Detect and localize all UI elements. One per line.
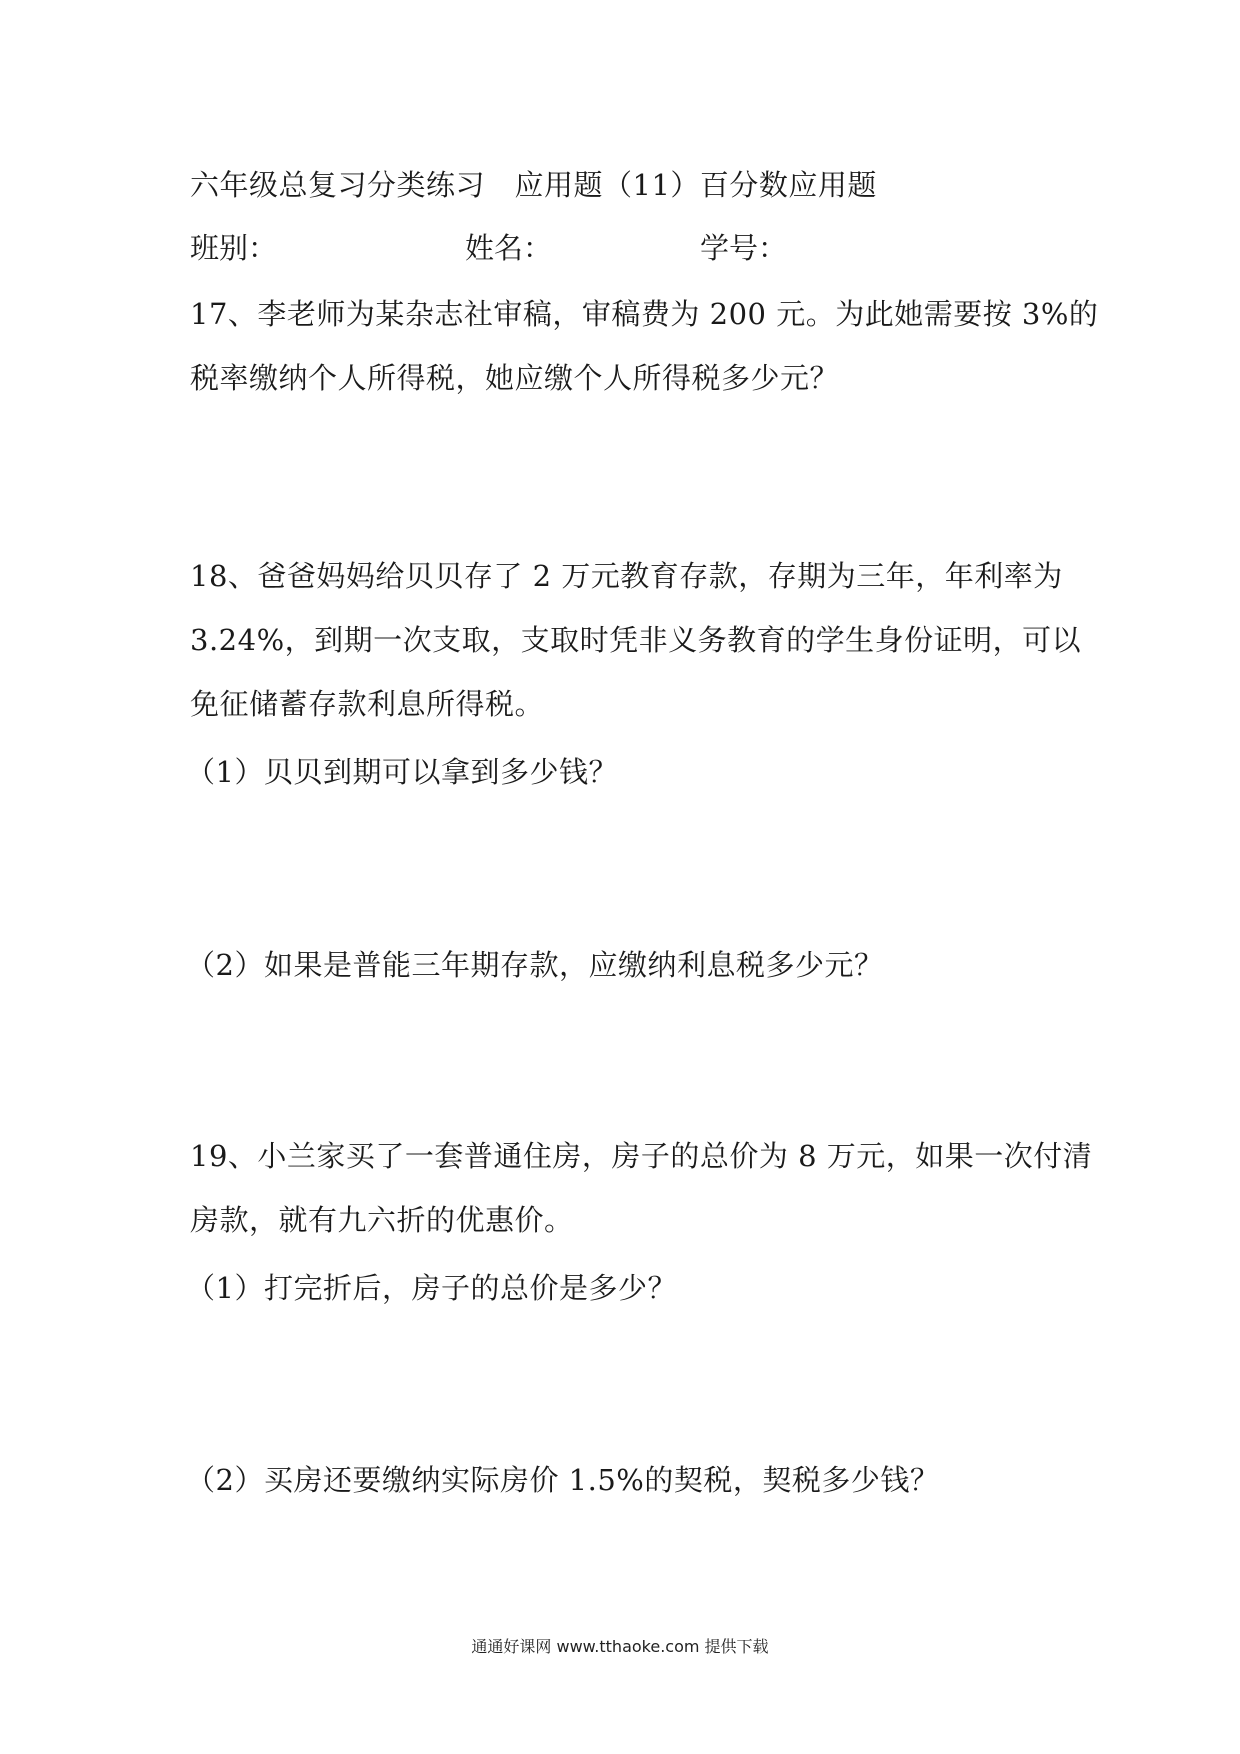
question-text-line: 免征储蓄存款利息所得税。 <box>190 687 545 721</box>
question-text-line: 18、爸爸妈妈给贝贝存了 2 万元教育存款，存期为三年，年利率为 <box>190 559 1063 593</box>
student-number-label: 学号： <box>700 231 788 265</box>
question-part: （1）贝贝到期可以拿到多少钱？ <box>186 755 618 789</box>
class-label: 班别： <box>190 231 278 265</box>
question-part: （2）如果是普能三年期存款，应缴纳利息税多少元？ <box>186 948 884 982</box>
question-part: （1）打完折后，房子的总价是多少？ <box>186 1271 677 1305</box>
question-text-line: 19、小兰家买了一套普通住房，房子的总价为 8 万元，如果一次付清 <box>190 1139 1093 1173</box>
footer-download-note: 通通好课网 www.tthaoke.com 提供下载 <box>471 1637 769 1656</box>
question-text-line: 17、李老师为某杂志社审稿，审稿费为 200 元。为此她需要按 3%的 <box>190 297 1099 331</box>
question-text-line: 税率缴纳个人所得税，她应缴个人所得税多少元？ <box>190 361 840 395</box>
worksheet-title: 六年级总复习分类练习 应用题（11）百分数应用题 <box>190 168 877 202</box>
name-label: 姓名： <box>465 231 553 265</box>
question-part: （2）买房还要缴纳实际房价 1.5%的契税，契税多少钱？ <box>186 1463 940 1497</box>
question-text-line: 3.24%，到期一次支取，支取时凭非义务教育的学生身份证明，可以 <box>190 623 1082 657</box>
question-text-line: 房款，就有九六折的优惠价。 <box>190 1203 574 1237</box>
